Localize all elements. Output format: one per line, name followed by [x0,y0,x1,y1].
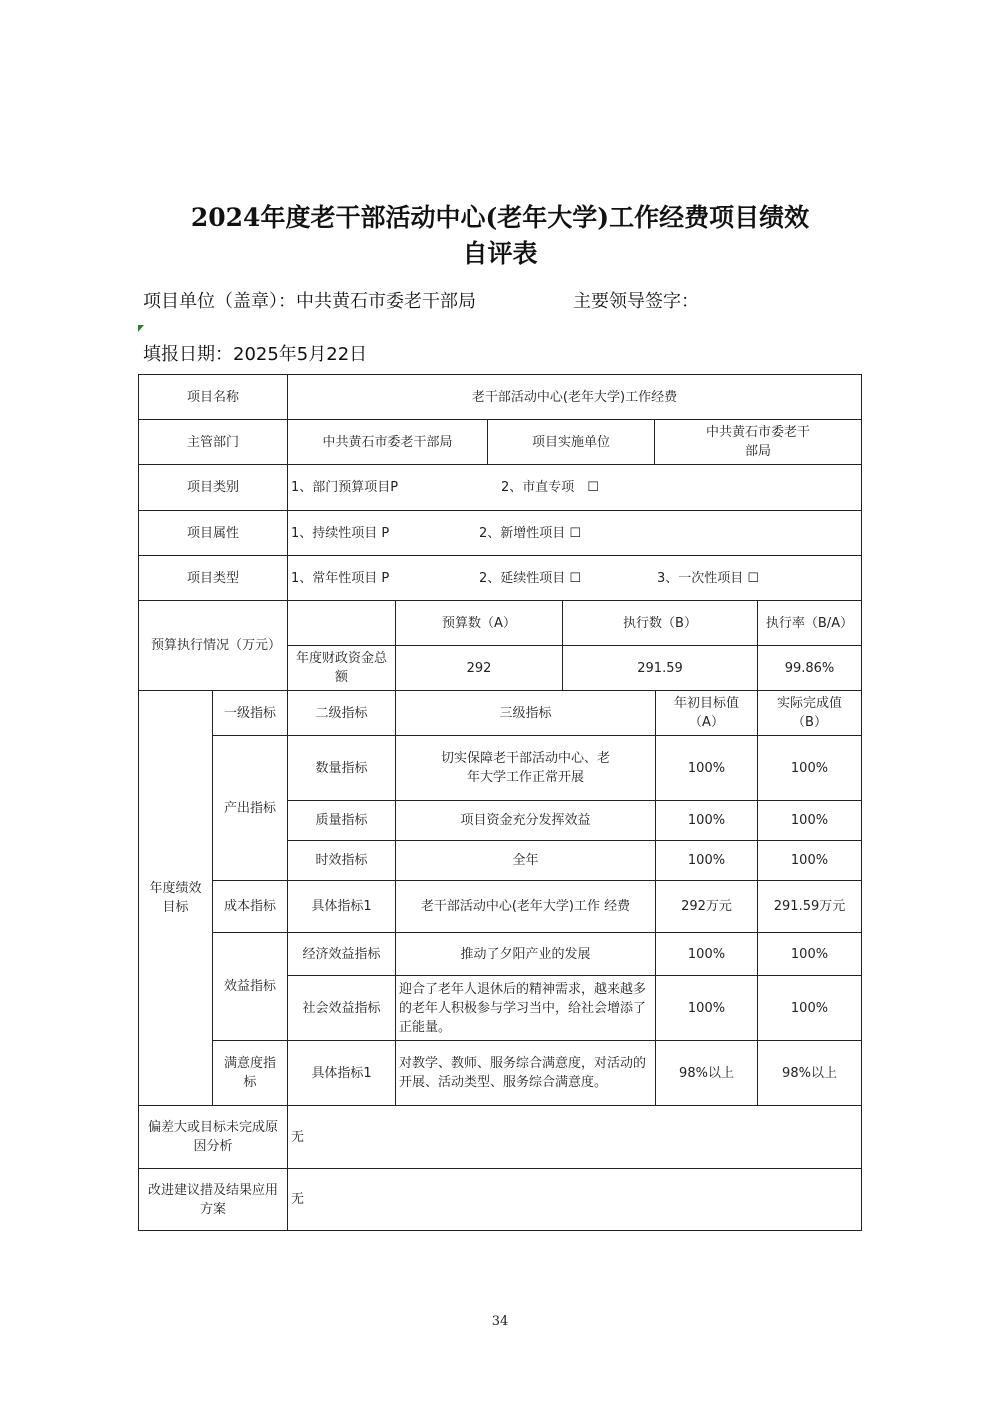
perf-row-l3: 迎合了老年人退休后的精神需求，越来越多的老年人积极参与学习当中，给社会增添了正能量。 [395,975,656,1041]
category-option-2: 2、市直专项 ☐ [501,480,599,495]
perf-head-l2: 二级指标 [287,690,396,736]
document-title-line2: 自评表 [462,239,538,268]
perf-row-l2: 具体指标1 [287,880,396,933]
perf-row-target: 100% [655,735,758,801]
perf-head-l1: 一级指标 [212,690,288,736]
perf-row-l3: 对教学、教师、服务综合满意度，对活动的开展、活动类型、服务综合满意度。 [395,1040,656,1106]
perf-row-target: 98%以上 [655,1040,758,1106]
impl-unit-value: 中共黄石市委老干部局 [654,419,862,465]
budget-value: 292 [395,645,563,691]
group-cost-label: 成本指标 [212,880,288,933]
attribute-options [287,510,862,556]
perf-row-actual: 100% [757,932,862,976]
perf-row-l2: 质量指标 [287,800,396,841]
perf-row-actual: 100% [757,975,862,1041]
perf-row-actual: 100% [757,800,862,841]
category-option-1: 1、部门预算项目P [291,480,399,495]
exec-value: 291.59 [562,645,758,691]
perf-row-actual: 98%以上 [757,1040,862,1106]
perf-head-l3: 三级指标 [395,690,656,736]
document-title-line1: 2024年度老干部活动中心(老年大学)工作经费项目绩效 [190,203,810,232]
budget-exec-label: 预算执行情况（万元） [138,600,288,691]
perf-row-target: 100% [655,932,758,976]
type-options [287,555,862,601]
deviation-value: 无 [287,1105,862,1169]
group-benefit-label: 效益指标 [212,932,288,1041]
perf-row-target: 100% [655,800,758,841]
dept-value: 中共黄石市委老干部局 [287,419,488,465]
type-option-2: 2、延续性项目 ☐ [479,570,582,586]
perf-head-target: 年初目标值（A） [655,690,758,736]
page-number: 34 [491,1314,509,1329]
budget-blank-cell [287,600,396,646]
group-satisfaction-label: 满意度指标 [212,1040,288,1106]
perf-row-l3: 全年 [395,840,656,881]
perf-row-l3: 项目资金充分发挥效益 [395,800,656,841]
budget-col-budget: 预算数（A） [395,600,563,646]
perf-row-actual: 291.59万元 [757,880,862,933]
attribute-label: 项目属性 [138,510,288,556]
perf-row-actual: 100% [757,735,862,801]
perf-row-target: 100% [655,975,758,1041]
perf-row-l2: 社会效益指标 [287,975,396,1041]
perf-row-l2: 数量指标 [287,735,396,801]
type-label: 项目类型 [138,555,288,601]
deviation-label: 偏差大或目标未完成原因分析 [138,1105,288,1169]
perf-row-l2: 时效指标 [287,840,396,881]
perf-head-actual: 实际完成值（B） [757,690,862,736]
perf-row-l2: 具体指标1 [287,1040,396,1106]
improvement-label: 改进建议措及结果应用方案 [138,1168,288,1231]
perf-row-actual: 100% [757,840,862,881]
fill-date: 填报日期：2025年5月22日 [143,344,368,365]
perf-row-target: 292万元 [655,880,758,933]
budget-row-label: 年度财政资金总额 [287,645,396,691]
cell-comment-marker-icon [138,325,144,332]
project-name-value: 老干部活动中心(老年大学)工作经费 [287,374,862,420]
attribute-option-2: 2、新增性项目 ☐ [479,525,582,541]
leader-signature-label: 主要领导签字： [573,291,699,312]
budget-col-rate: 执行率（B/A） [757,600,862,646]
perf-row-l3: 推动了夕阳产业的发展 [395,932,656,976]
improvement-value: 无 [287,1168,862,1231]
perf-row-l3: 老干部活动中心(老年大学)工作 经费 [395,880,656,933]
attribute-option-1: 1、持续性项目 P [291,525,390,541]
perf-section-label: 年度绩效目标 [138,690,213,1106]
perf-row-target: 100% [655,840,758,881]
impl-unit-label: 项目实施单位 [487,419,655,465]
category-label: 项目类别 [138,464,288,511]
perf-row-l2: 经济效益指标 [287,932,396,976]
project-name-label: 项目名称 [138,374,288,420]
type-option-3: 3、一次性项目 ☐ [657,570,760,586]
type-option-1: 1、常年性项目 P [291,570,390,586]
budget-col-exec: 执行数（B） [562,600,758,646]
project-unit-label: 项目单位（盖章）：中共黄石市委老干部局 [143,291,476,312]
dept-label: 主管部门 [138,419,288,465]
category-options [287,464,862,511]
perf-row-l3: 切实保障老干部活动中心、老年大学工作正常开展 [395,735,656,801]
group-output-label: 产出指标 [212,735,288,881]
rate-value: 99.86% [757,645,862,691]
